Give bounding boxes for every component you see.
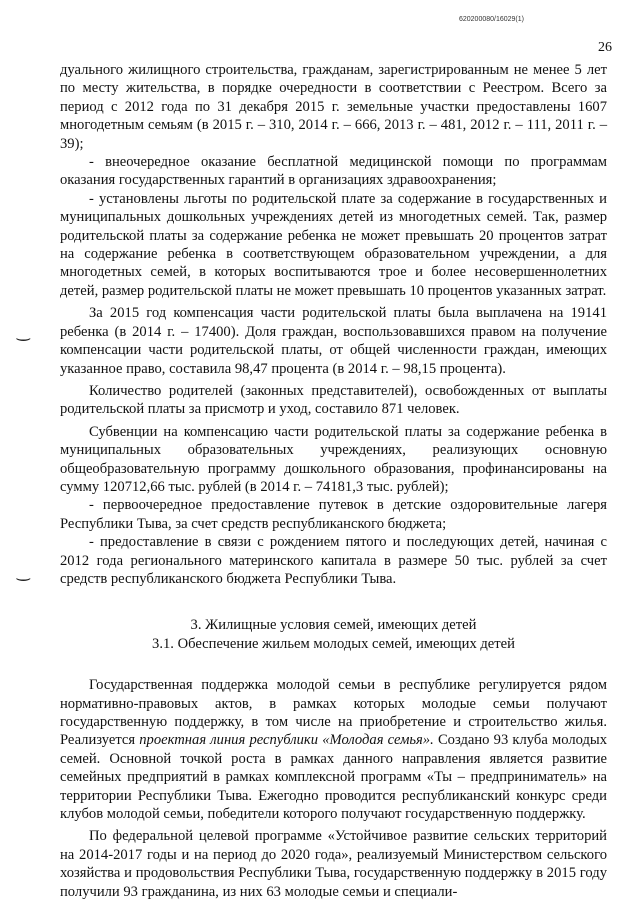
- section-heading: 3. Жилищные условия семей, имеющих детей: [190, 617, 477, 634]
- list-item: - установлены льготы по родительской плате за содержание в государственных и муниципальных дошкольных учреждениях детей из многодетных семей. Так, размер родительской платы за содержание ребенка не может превышать 20 процентов затрат на содержание ребенка в соответствующем образовательном учреждении, а для многодетных семей, в которых воспитываются трое и более несовершеннолетних детей, размер родительской платы не может превышать 10 процентов указанных затрат.: [60, 190, 607, 299]
- list-item: - внеочередное оказание бесплатной медицинской помощи по программам оказания государственных гарантий в организациях здравоохранения;: [60, 154, 607, 189]
- paragraph: Количество родителей (законных представителей), освобожденных от выплаты родительской платы за присмотр и уход, составило 871 человек.: [60, 382, 607, 418]
- project-name-italic: проектная линия республики «Молодая семья».: [139, 732, 434, 749]
- paragraph-text: Государственная поддержка молодой семьи в республике регулируется рядом нормативно-правовых актов, в рамках которых молодые семьи получают государственную поддержку, в том числе на приобретение и строительство жилья. Реализуется: [60, 677, 607, 749]
- paragraph: По федеральной целевой программе «Устойчивое развитие сельских территорий на 2014-2017 годы и на период до 2020 года», реализуемый Министерством сельского хозяйства и продовольствия Республики Тыва, государственную поддержку в 2015 году получили 93 гражданина, из них 63 молодые семьи и специали-: [60, 828, 607, 900]
- paragraph: Субвенции на компенсацию части родительской платы за содержание ребенка в муниципальных образовательных учреждениях, реализующих основную общеобразовательную программу дошкольного образования, профинансированы на сумму 120712,66 тыс. рублей (в 2014 г. – 74181,3 тыс. рублей);: [60, 423, 607, 495]
- paragraph: За 2015 год компенсация части родительской платы была выплачена на 19141 ребенка (в 2014 г. – 17400). Доля граждан, воспользовавшихся правом на получение компенсации части родительской платы, от общей численности граждан, имеющих указанное право, составила 98,47 процента (в 2014 г. – 98,15 процента).: [60, 305, 607, 377]
- page-number: 26: [598, 40, 612, 55]
- paragraph: [60, 676, 607, 823]
- section-subheading: 3.1. Обеспечение жильем молодых семей, имеющих детей: [152, 635, 515, 652]
- paragraph: дуального жилищного строительства, гражданам, зарегистрированным не менее 5 лет по месту жительства, в порядке очередности в соответствии с Реестром. Всего за период с 2012 года по 31 декабря 2015 г. земельные участки предоставлены 1607 многодетным семьям (в 2015 г. – 310, 2014 г. – 666, 2013 г. – 481, 2012 г. – 111, 2011 г. – 39);: [60, 62, 607, 152]
- list-item: - предоставление в связи с рождением пятого и последующих детей, начиная с 2012 года регионального материнского капитала в размере 50 тыс. рублей за счет средств республиканского бюджета Республики Тыва.: [60, 534, 607, 587]
- margin-pen-mark: ⌣: [14, 330, 32, 347]
- document-body: [60, 61, 607, 901]
- document-id: 620200080/16029(1): [458, 16, 524, 23]
- paragraph-text: Создано 93 клуба молодых семей. Основной точкой роста в рамках данного направления является развитие семейных предприятий в рамках комплексной программ «Ты – предприниматель» на территории Республики Тыва. Ежегодно проводится республиканский конкурс среди клубов молодой семьи, победители которого получают государственную поддержку.: [60, 732, 608, 823]
- margin-pen-mark: ⌣: [14, 570, 32, 587]
- list-item: - первоочередное предоставление путевок в детские оздоровительные лагеря Республики Тыва, за счет средств республиканского бюджета;: [60, 497, 607, 532]
